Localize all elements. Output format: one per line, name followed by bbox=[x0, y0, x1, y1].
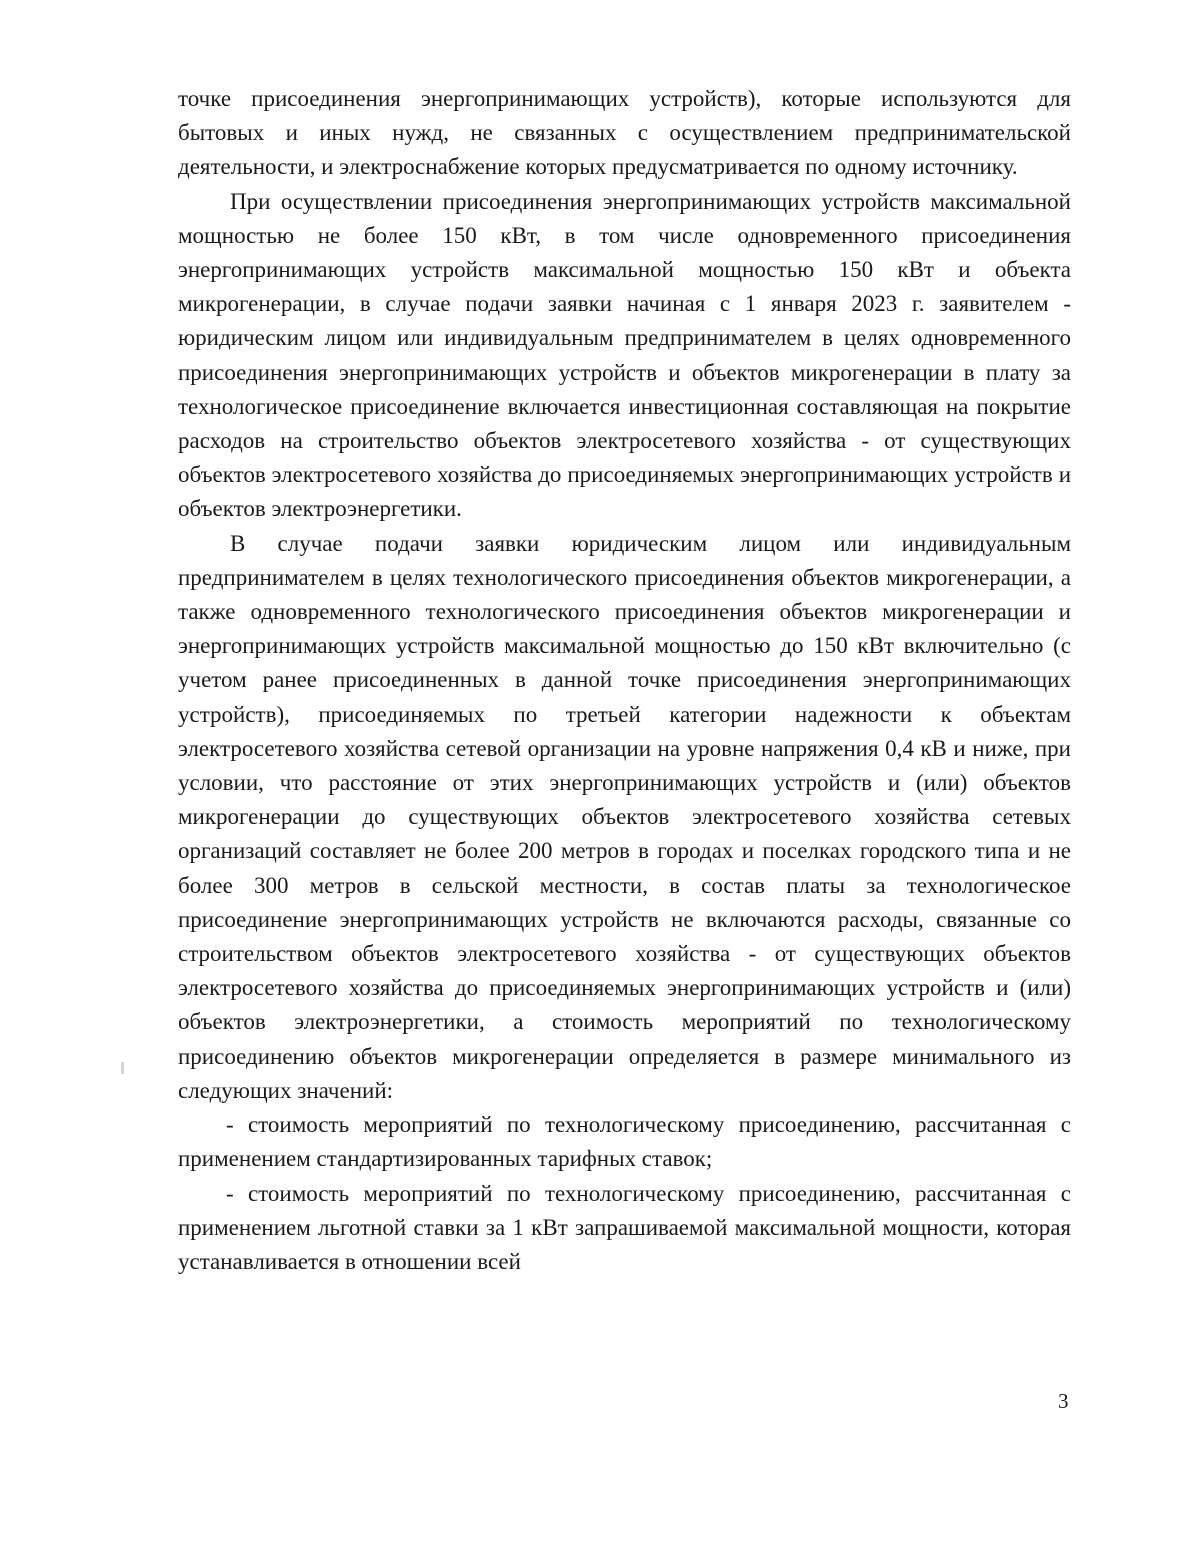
list-item-standard-rates: - стоимость мероприятий по технологическому присоединению, рассчитанная с применением стандартизированных тарифных ставок; bbox=[178, 1112, 1071, 1172]
paragraph-application-conditions: В случае подачи заявки юридическим лицом или индивидуальным предпринимателем в целях технологического присоединения объектов микрогенерации, а также одновременного технологического присоединения объектов микрогенерации и энергопринимающих устройств максимальной мощностью до 150 кВт включительно (с учетом ранее присоединенных в данной точке присоединения энергопринимающих устройств), присоединяемых по третьей категории надежности к объектам электросетевого хозяйства сетевой организации на уровне напряжения 0,4 кВ и ниже, при условии, что расстояние от этих энергопринимающих устройств и (или) объектов микрогенерации до существующих объектов электросетевого хозяйства сетевых организаций составляет не более 200 метров в городах и поселках городского типа и не более 300 метров в сельской местности, в состав платы за технологическое присоединение энергопринимающих устройств не включаются расходы, связанные со строительством объектов электросетевого хозяйства - от существующих объектов электросетевого хозяйства до присоединяемых энергопринимающих устройств и (или) объектов электроэнергетики, а стоимость мероприятий по технологическому присоединению объектов микрогенерации определяется в размере минимального из следующих значений: bbox=[178, 530, 1071, 1103]
page-number: 3 bbox=[1058, 1389, 1069, 1413]
paragraph-continuation: точке присоединения энергопринимающих устройств), которые используются для бытовых и иных нужд, не связанных с осуществлением предпринимательской деятельности, и электроснабжение которых предусматривается по одному источнику. bbox=[178, 86, 1071, 180]
list-item-preferential-rate: - стоимость мероприятий по технологическому присоединению, рассчитанная с применением льготной ставки за 1 кВт запрашиваемой максимальной мощности, которая устанавливается в отношении всей bbox=[178, 1180, 1071, 1274]
scan-speck bbox=[121, 1062, 124, 1074]
document-body bbox=[178, 82, 1071, 1279]
paragraph-microgeneration-investment: При осуществлении присоединения энергопринимающих устройств максимальной мощностью не более 150 кВт, в том числе одновременного присоединения энергопринимающих устройств максимальной мощностью 150 кВт и объекта микрогенерации, в случае подачи заявки начиная с 1 января 2023 г. заявителем - юридическим лицом или индивидуальным предпринимателем в целях одновременного присоединения энергопринимающих устройств и объектов микрогенерации в плату за технологическое присоединение включается инвестиционная составляющая на покрытие расходов на строительство объектов электросетевого хозяйства - от существующих объектов электросетевого хозяйства до присоединяемых энергопринимающих устройств и объектов электроэнергетики. bbox=[178, 188, 1071, 522]
